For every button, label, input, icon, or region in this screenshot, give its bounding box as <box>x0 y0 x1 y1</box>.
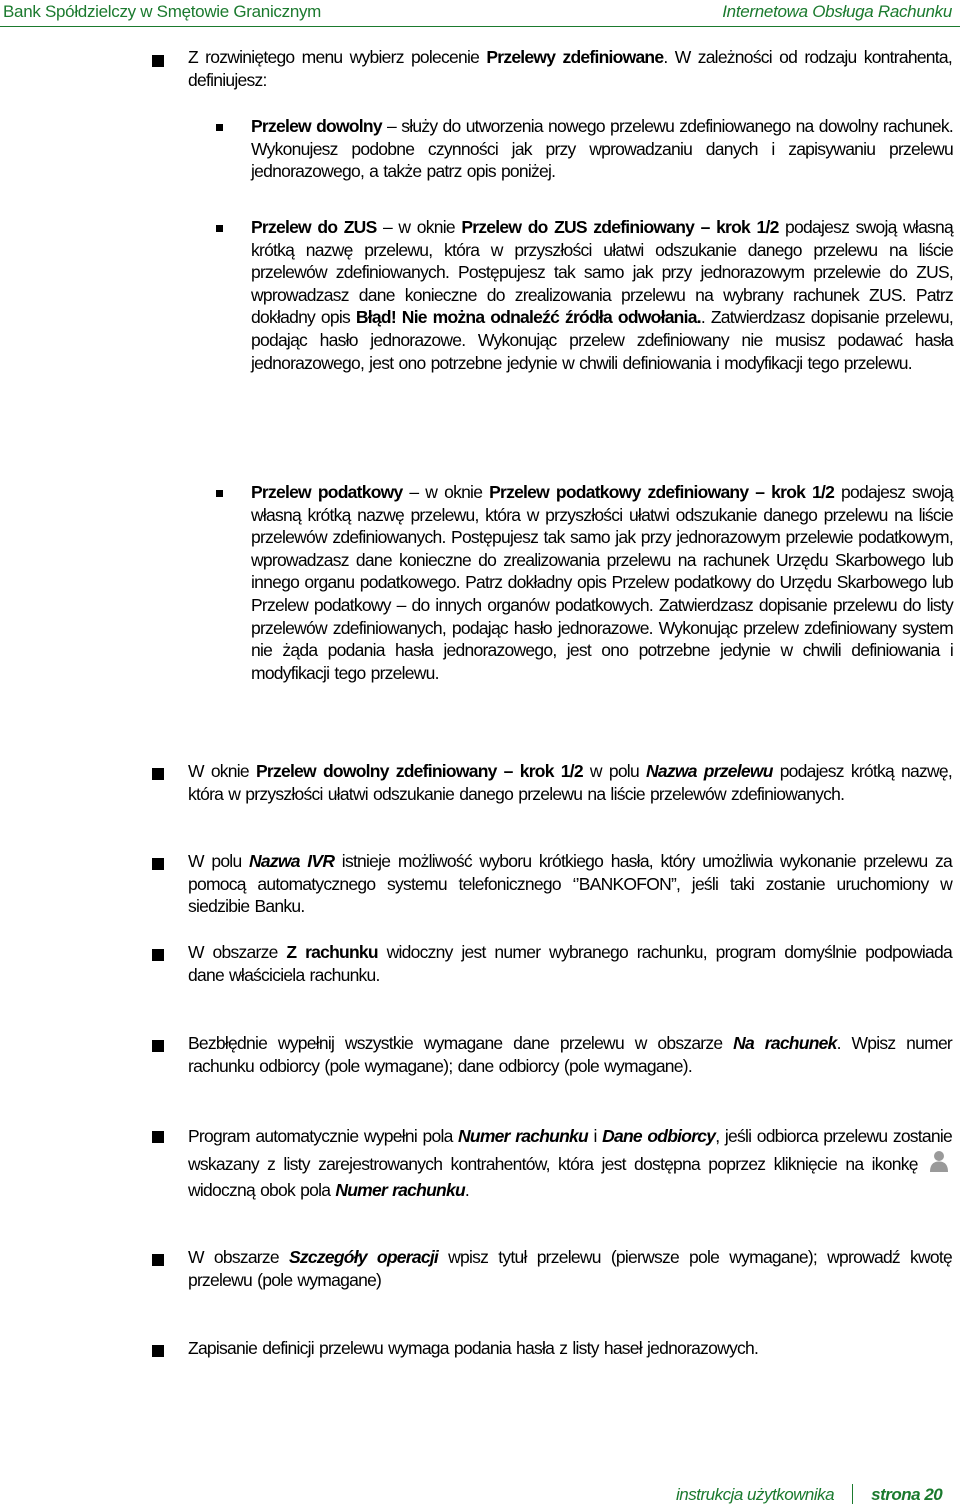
sub-bullet-square-icon <box>216 225 223 232</box>
body-text: . Zatwierdzasz dopisanie przelewu, podając hasło jednorazowe. Wykonując przelew zdefiniowany nie musisz podawać hasła jednorazowego, jest ono potrzebne jedynie w chwili definiowania i modyfikacji tego przelewu. <box>251 307 953 373</box>
body-text: W obszarze <box>188 942 287 962</box>
paragraph-z-rachunku <box>188 941 952 986</box>
paragraph-na-rachunek <box>188 1032 952 1077</box>
body-text: i <box>587 1126 603 1146</box>
emphasis-text: Przelew do ZUS zdefiniowany – krok 1/2 <box>461 217 779 237</box>
paragraph-przelew-dowolny <box>251 115 953 183</box>
body-text: Z rozwiniętego menu wybierz polecenie <box>188 47 487 67</box>
footer-page-word: strona <box>871 1485 921 1504</box>
bullet-square-icon <box>152 1345 164 1357</box>
page-footer <box>676 1484 942 1505</box>
header-service-name: Internetowa Obsługa Rachunku <box>722 2 952 21</box>
body-text: , jeśli odbiorca przelewu zostanie wskazany z listy zarejestrowanych kontrahentów, która jest dostępna poprzez kliknięcie na ikonkę <box>188 1126 952 1174</box>
emphasis-text: Błąd! Nie można odnaleźć źródła odwołania. <box>355 307 701 328</box>
bullet-square-icon <box>152 1131 164 1143</box>
footer-separator <box>852 1484 853 1504</box>
body-text: . W zależności od rodzaju kontrahenta, definiujesz: <box>188 47 952 90</box>
body-text: Bezbłędnie wypełnij wszystkie wymagane dane przelewu w obszarze <box>188 1033 734 1053</box>
sub-bullet-square-icon <box>216 124 223 131</box>
bullet-square-icon <box>152 55 164 67</box>
emphasis-text: Przelewy zdefiniowane <box>486 47 664 67</box>
body-text: W polu <box>188 851 250 871</box>
paragraph-przelew-podatkowy <box>251 481 953 684</box>
body-text: – służy do utworzenia nowego przelewu zdefiniowanego na dowolny rachunek. Wykonujesz podobne czynności jak przy wprowadzaniu danych i zapisywaniu przelewu jednorazowego, a także patrz opis poniżej. <box>251 116 953 182</box>
body-text: podajesz krótką nazwę, która w przyszłości ułatwi odszukanie danego przelewu na liście przelewów zdefiniowanych. <box>188 761 952 804</box>
emphasis-text: Nazwa IVR <box>249 851 335 871</box>
emphasis-text: Nazwa przelewu <box>645 761 773 781</box>
bullet-square-icon <box>152 858 164 870</box>
paragraph-menu-instruction <box>188 46 952 91</box>
body-text: W oknie <box>188 761 256 781</box>
paragraph-zapisanie-definicji <box>188 1337 952 1360</box>
emphasis-text: Na rachunek <box>733 1033 837 1053</box>
footer-label: instrukcja użytkownika <box>676 1485 835 1504</box>
footer-page-number: 20 <box>924 1485 943 1504</box>
emphasis-text: Przelew podatkowy <box>251 482 403 502</box>
body-text: widoczną obok pola <box>188 1180 336 1200</box>
body-text: . Wpisz numer rachunku odbiorcy (pole wymagane); dane odbiorcy (pole wymagane). <box>188 1033 953 1076</box>
body-text: wpisz tytuł przelewu (pierwsze pole wymagane); wprowadź kwotę przelewu (pole wymagane) <box>188 1247 952 1290</box>
bullet-square-icon <box>152 768 164 780</box>
body-text: – w oknie <box>376 217 462 237</box>
emphasis-text: Szczegóły operacji <box>288 1247 439 1267</box>
header-divider <box>0 26 960 27</box>
sub-bullet-square-icon <box>216 490 223 497</box>
body-text: – w oknie <box>402 482 490 502</box>
bullet-square-icon <box>152 1254 164 1266</box>
bullet-square-icon <box>152 949 164 961</box>
body-text: Zapisanie definicji przelewu wymaga podania hasła z listy haseł jednorazowych. <box>188 1338 759 1358</box>
paragraph-kontrahenci <box>188 1123 952 1203</box>
body-text: W obszarze <box>188 1247 289 1267</box>
emphasis-text: Numer rachunku <box>458 1126 588 1146</box>
emphasis-text: Przelew podatkowy zdefiniowany – krok 1/2 <box>489 482 835 502</box>
paragraph-przelew-zus <box>251 216 953 374</box>
header-bank-name: Bank Spółdzielczy w Smętowie Granicznym <box>3 2 322 21</box>
emphasis-text: Z rachunku <box>286 942 378 962</box>
body-text: widoczny jest numer wybranego rachunku, program domyślnie podpowiada dane właściciela rachunku. <box>188 942 953 985</box>
paragraph-nazwa-przelewu <box>188 760 952 805</box>
emphasis-text: Przelew dowolny <box>251 116 382 136</box>
body-text: podajesz swoją własną krótką nazwę przelewu, która w przyszłości ułatwi odszukanie danego przelewu na liście przelewów zdefiniowanych. Postępujesz tak samo jak przy jednorazowym przelewie do ZUS, wprowadzasz dane konieczne do zrealizowania przelewu na wybrany rachunek ZUS. Patrz dokładny opis <box>251 217 954 328</box>
emphasis-text: Przelew do ZUS <box>251 217 377 237</box>
body-text: istnieje możliwość wyboru krótkiego hasła, który umożliwia wykonanie przelewu za pomocą automatycznego systemu telefonicznego ‘’BANKOFON”, jeśli taki zostanie uruchomiony w siedzibie Banku. <box>188 851 953 917</box>
emphasis-text: Numer rachunku <box>335 1180 465 1200</box>
body-text: podajesz swoją własną krótką nazwę przelewu, która w przyszłości ułatwi odszukanie danego przelewu na liście przelewów zdefiniowanych. Postępujesz tak samo jak przy jednorazowym przelewie podatkowym, wprowadzasz dane konieczne do zrealizowania przelewu na rachunek Urzędu Skarbowego lub innego organu podatkowego. Patrz dokładny opis Przelew podatkowy do Urzędu Skarbowego lub Przelew podatkowy – do innych organów podatkowych. Zatwierdzasz dopisanie przelewu do listy przelewów zdefiniowanych, podając hasło jednorazowe. Wykonując przelew zdefiniowany system nie żąda podania hasła jednorazowego, jest ono potrzebne jedynie w chwili definiowania i modyfikacji tego przelewu. <box>251 482 953 683</box>
body-text: Program automatycznie wypełni pola <box>188 1126 459 1146</box>
emphasis-text: Przelew dowolny zdefiniowany – krok 1/2 <box>255 761 583 781</box>
paragraph-nazwa-ivr <box>188 850 952 918</box>
person-icon <box>929 1149 949 1173</box>
body-text: w polu <box>582 761 646 781</box>
paragraph-szczegoly-operacji <box>188 1246 952 1291</box>
body-text: . <box>464 1180 470 1200</box>
emphasis-text: Dane odbiorcy <box>602 1126 716 1146</box>
bullet-square-icon <box>152 1040 164 1052</box>
